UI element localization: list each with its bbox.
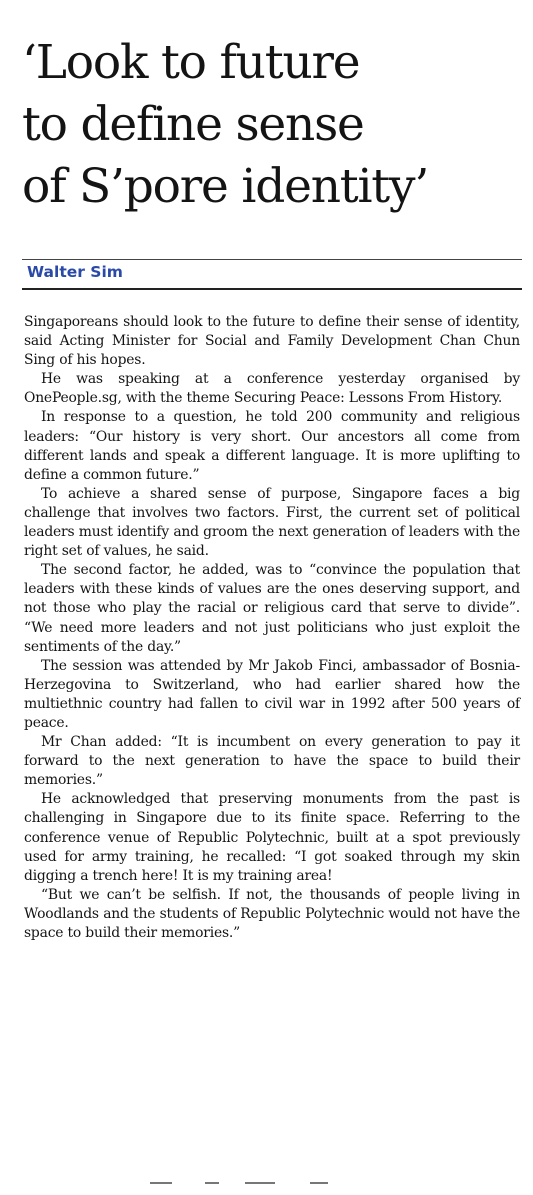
headline-line: of S’pore identity’ (22, 159, 429, 214)
scan-edge-marks (150, 1180, 400, 1186)
byline-bottom-rule (22, 288, 522, 290)
scan-mark (150, 1182, 172, 1184)
scan-mark (245, 1182, 275, 1184)
article-body (24, 313, 520, 943)
scan-mark (310, 1182, 328, 1184)
byline-top-rule (22, 259, 522, 260)
paragraph: “But we can’t be selfish. If not, the thousands of people living in Woodlands and the students of Republic Polytechnic would not have the space to build their memories.” (24, 886, 520, 941)
scan-mark (205, 1182, 219, 1184)
byline: Walter Sim (27, 263, 123, 281)
paragraph: He acknowledged that preserving monuments from the past is challenging in Singapore due to its finite space. Referring to the conference venue of Republic Polytechnic, built at a spot previously used for army training, he recalled: “I got soaked through my skin digging a trench here! It is my training area! (24, 791, 520, 884)
paragraph: Singaporeans should look to the future to define their sense of identity, said Acting Minister for Social and Family Development Chan Chun Sing of his hopes. (24, 314, 520, 369)
headline (22, 32, 527, 218)
headline-line: ‘Look to future (22, 35, 360, 90)
paragraph: To achieve a shared sense of purpose, Singapore faces a big challenge that involves two factors. First, the current set of political leaders must identify and groom the next generation of leaders with the right set of values, he said. (24, 485, 520, 560)
paragraph: The second factor, he added, was to “convince the population that leaders with these kinds of values are the ones deserving support, and not those who play the racial or religious card that serve to divide”. “We need more leaders and not just politicians who just exploit the sentiments of the day.” (24, 562, 520, 655)
paragraph: In response to a question, he told 200 community and religious leaders: “Our history is very short. Our ancestors all come from different lands and speak a different language. It is more uplifting to define a common future.” (24, 409, 520, 483)
headline-line: to define sense (22, 97, 364, 152)
paragraph: He was speaking at a conference yesterday organised by OnePeople.sg, with the theme Securing Peace: Lessons From History. (24, 371, 520, 407)
paragraph: The session was attended by Mr Jakob Finci, ambassador of Bosnia-Herzegovina to Switzerland, who had earlier shared how the multiethnic country had fallen to civil war in 1992 after 500 years of peace. (24, 657, 520, 731)
paragraph: Mr Chan added: “It is incumbent on every generation to pay it forward to the next generation to have the space to build their memories.” (24, 734, 520, 789)
